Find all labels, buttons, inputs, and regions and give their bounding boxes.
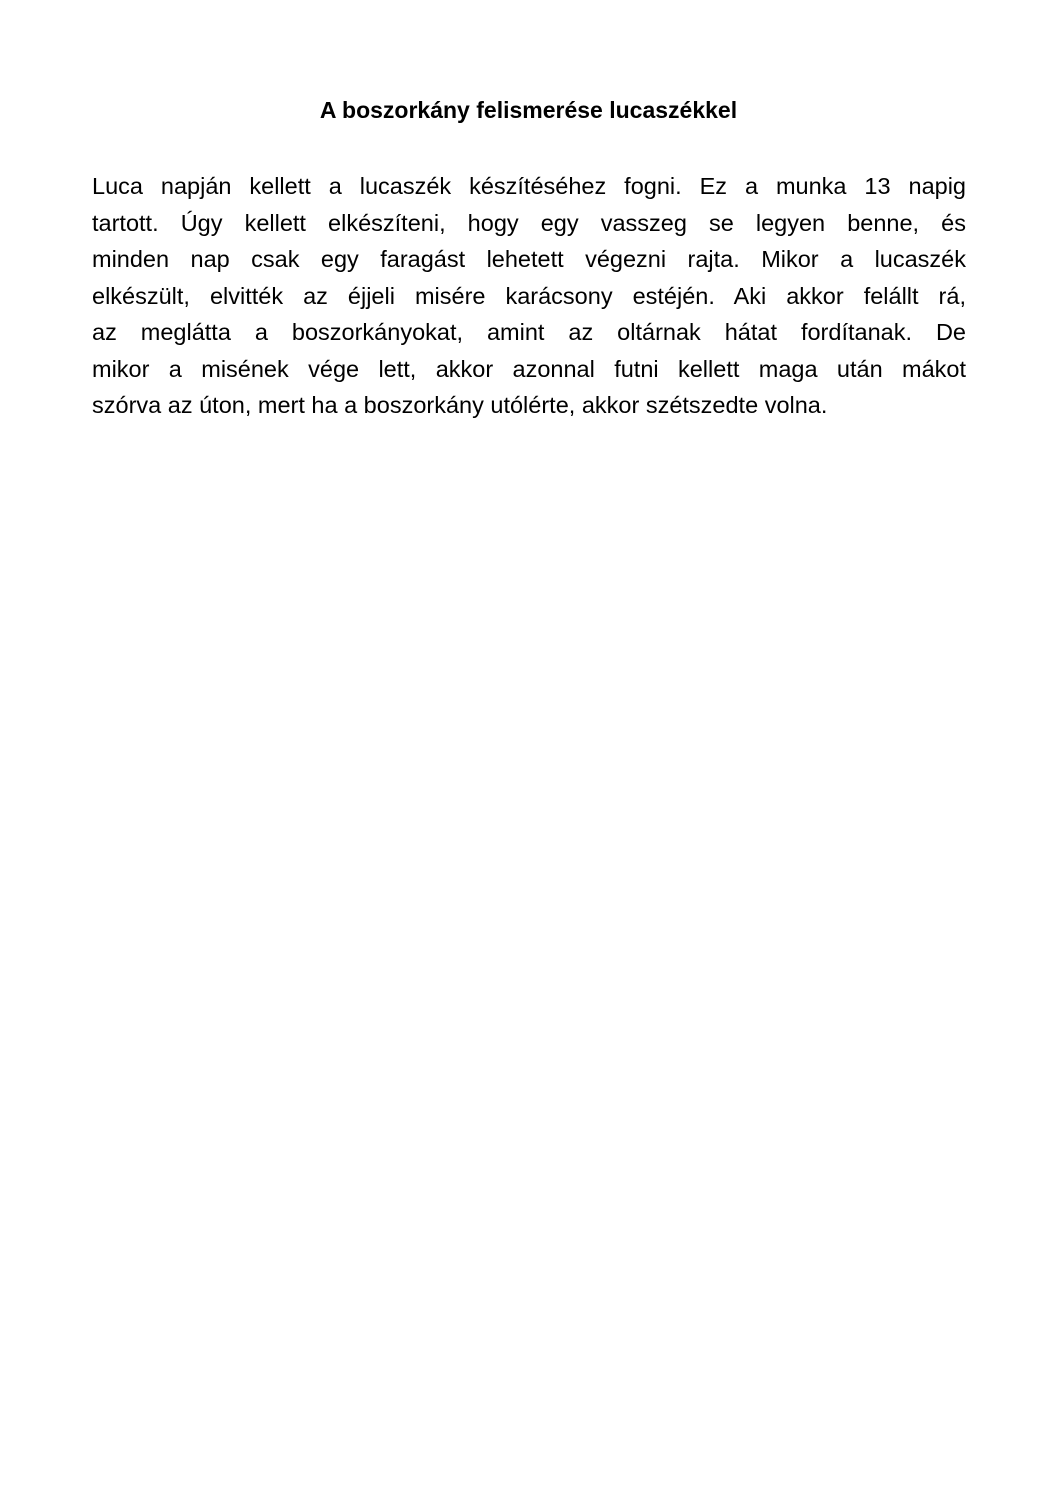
paragraph-line: az meglátta a boszorkányokat, amint az oltárnak hátat fordítanak. De [92, 319, 966, 345]
paragraph-line: elkészült, elvitték az éjjeli misére karácsony estéjén. Aki akkor felállt rá, [92, 282, 966, 309]
paragraph-line: Luca napján kellett a lucaszék készítéséhez fogni. Ez a munka 13 napig [92, 173, 966, 199]
paragraph-line: mikor a misének vége lett, akkor azonnal futni kellett maga után mákot [92, 355, 966, 382]
paragraph-line: tartott. Úgy kellett elkészíteni, hogy egy vasszeg se legyen benne, és [92, 209, 966, 236]
paragraph-line: minden nap csak egy faragást lehetett végezni rajta. Mikor a lucaszék [92, 246, 966, 272]
body-paragraph [92, 168, 966, 424]
paragraph-line: szórva az úton, mert ha a boszorkány utólérte, akkor szétszedte volna. [92, 392, 828, 418]
document-title: A boszorkány felismerése lucaszékkel [319, 97, 738, 123]
